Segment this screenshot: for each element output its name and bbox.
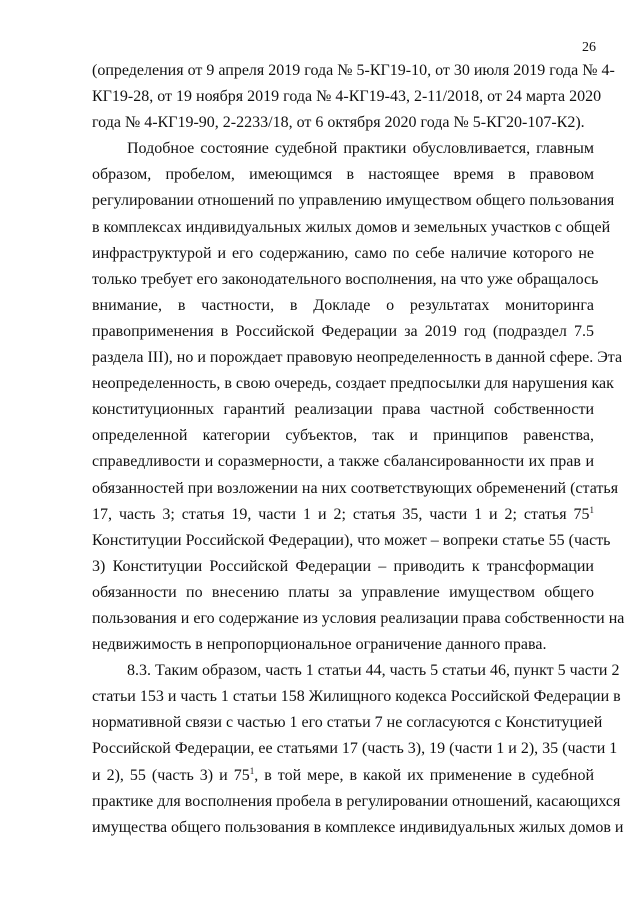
document-body	[92, 58, 625, 841]
text-line: КГ19-28, от 19 ноября 2019 года № 4-КГ19-43, 2-11/2018, от 24 марта 2020	[92, 88, 602, 106]
superscript: 1	[589, 504, 594, 515]
text-line-part: 17, часть 3; статья 19, части 1 и 2; статья 35, части 1 и 2; статья 75	[92, 505, 590, 523]
text-line: только требует его законодательного восполнения, на что уже обращалось	[92, 270, 599, 288]
superscript: 1	[249, 765, 255, 776]
text-line: неопределенность, в свою очередь, создает предпосылки для нарушения как	[92, 375, 614, 393]
text-line: имущества общего пользования в комплексе индивидуальных жилых домов и	[92, 818, 624, 836]
page-number: 26	[582, 40, 596, 55]
text-line: в комплексах индивидуальных жилых домов и земельных участков с общей	[92, 218, 611, 236]
text-line: правоприменения в Российской Федерации за 2019 год (подраздел 7.5	[92, 322, 594, 340]
text-line: образом, пробелом, имеющимся в настоящее время в правовом	[92, 166, 594, 184]
text-line: нормативной связи с частью 1 его статьи 7 не согласуются с Конституцией	[92, 714, 603, 732]
text-line: внимание, в частности, в Докладе о результатах мониторинга	[92, 296, 594, 314]
paragraph-first-line: 8.3. Таким образом, часть 1 статьи 44, часть 5 статьи 46, пункт 5 части 2	[127, 662, 620, 680]
text-line: года № 4-КГ19-90, 2-2233/18, от 6 октября 2020 года № 5-КГ20-107-К2).	[92, 114, 585, 132]
text-line-part: и 2), 55 (часть 3) и 75	[92, 766, 250, 784]
text-line: Российской Федерации, ее статьями 17 (часть 3), 19 (части 1 и 2), 35 (части 1	[92, 740, 618, 758]
text-line: Конституции Российской Федерации), что может – вопреки статье 55 (часть	[92, 531, 611, 549]
text-line: (определения от 9 апреля 2019 года № 5-КГ19-10, от 30 июля 2019 года № 4-	[92, 62, 615, 79]
text-line-part: , в той мере, в какой их применение в судебной	[254, 766, 595, 784]
text-line: пользования и его содержание из условия реализации права собственности на	[92, 609, 625, 627]
text-line: определенной категории субъектов, так и принципов равенства,	[92, 427, 594, 445]
text-line: обязанностей при возложении на них соответствующих обременений (статья	[92, 479, 619, 497]
text-line: конституционных гарантий реализации права частной собственности	[92, 401, 594, 419]
text-line: статьи 153 и часть 1 статьи 158 Жилищного кодекса Российской Федерации в	[92, 688, 621, 706]
text-line: практике для восполнения пробела в регулировании отношений, касающихся	[92, 792, 621, 810]
text-line-with-superscript	[92, 502, 594, 528]
paragraph-first-line: Подобное состояние судебной практики обусловливается, главным	[127, 140, 594, 158]
text-line: инфраструктурой и его содержанию, само по себе наличие которого не	[92, 244, 594, 262]
text-line: 3) Конституции Российской Федерации – приводить к трансформации	[92, 557, 594, 575]
text-line: обязанности по внесению платы за управление имуществом общего	[92, 583, 594, 601]
text-line: справедливости и соразмерности, а также сбалансированности их прав и	[92, 453, 594, 471]
text-line-with-superscript	[92, 763, 594, 789]
text-line: регулировании отношений по управлению имуществом общего пользования	[92, 192, 615, 210]
text-line: недвижимость в непропорциональное ограничение данного права.	[92, 636, 547, 654]
text-line: раздела III), но и порождает правовую неопределенность в данной сфере. Эта	[92, 349, 623, 367]
